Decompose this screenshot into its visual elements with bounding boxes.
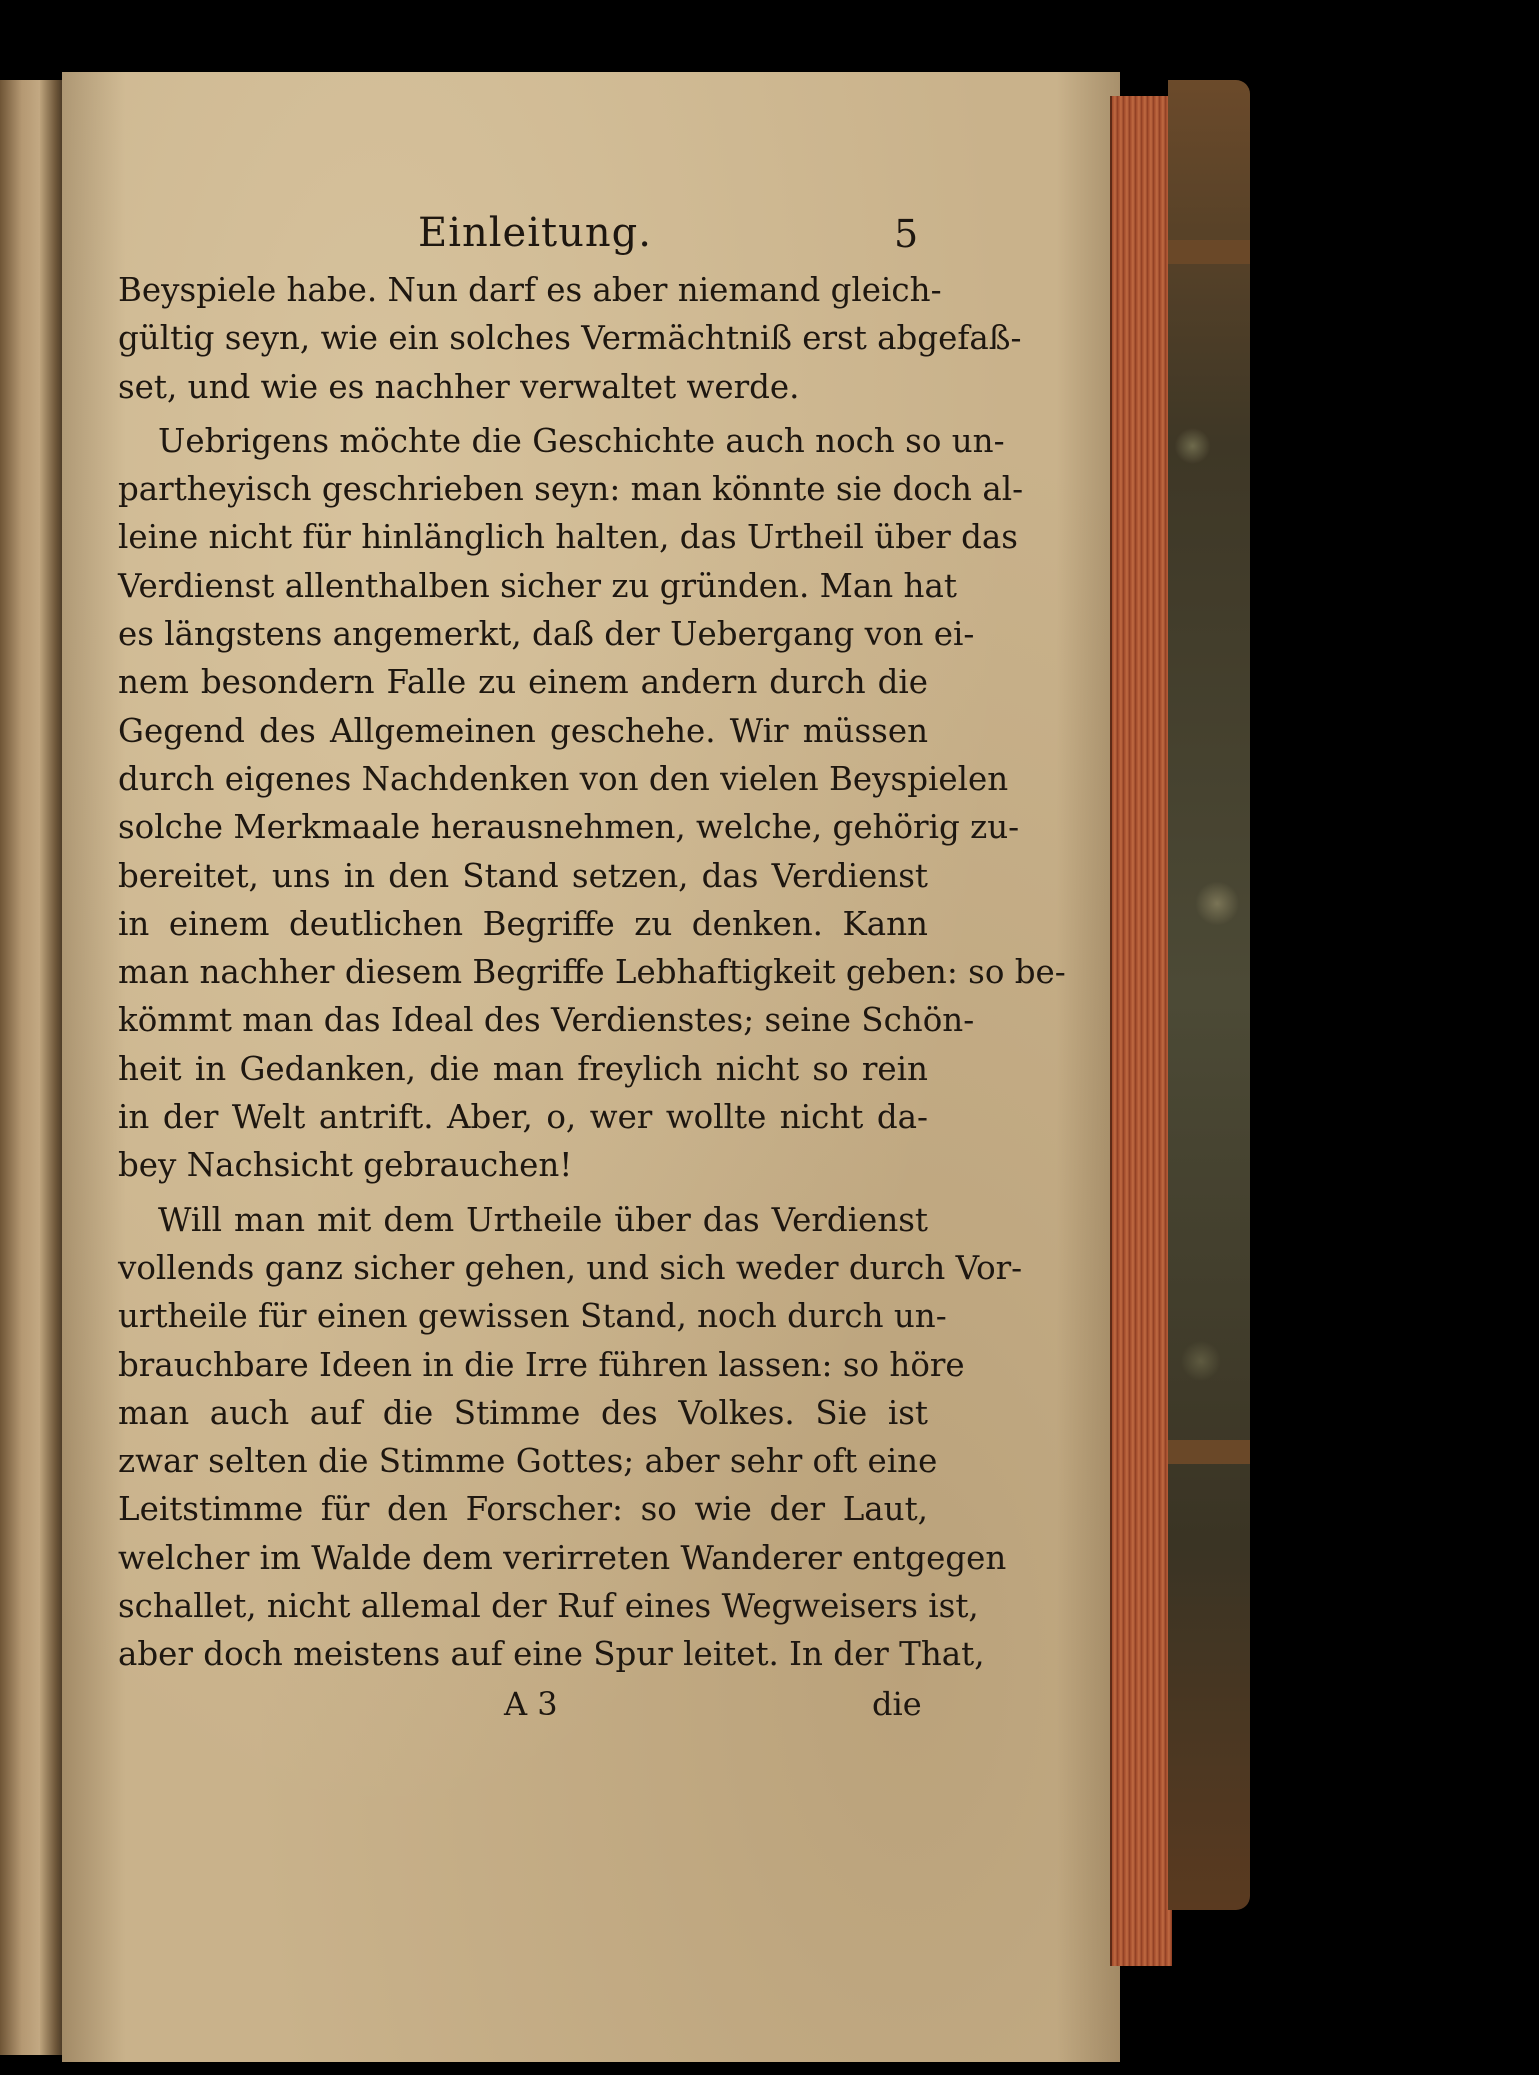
text-line: bereitet, uns in den Stand setzen, das Verdienst: [118, 856, 928, 895]
text-line: Verdienst allenthalben sicher zu gründen. Man hat: [118, 566, 957, 605]
text-line: durch eigenes Nachdenken von den vielen Beyspielen: [118, 759, 1009, 798]
text-line: es längstens angemerkt, daß der Uebergang von ei-: [118, 615, 975, 654]
text-line: welcher im Walde dem verirreten Wanderer entgegen: [118, 1538, 1007, 1577]
paragraph-2: [118, 417, 1066, 1190]
text-line: Leitstimme für den Forscher: so wie der Laut,: [118, 1490, 928, 1529]
text-line: man nachher diesem Begriffe Lebhaftigkeit geben: so be-: [118, 953, 1066, 992]
spine-band: [1168, 1440, 1250, 1464]
page-number: 5: [894, 212, 919, 256]
running-title: Einleitung.: [418, 210, 652, 256]
text-line: Will man mit dem Urtheile über das Verdienst: [158, 1200, 928, 1239]
text-line: solche Merkmaale herausnehmen, welche, gehörig zu-: [118, 808, 1020, 847]
page-text-block: [118, 200, 1066, 1733]
text-line: schallet, nicht allemal der Ruf eines Wegweisers ist,: [118, 1587, 979, 1626]
page-block-edge: [1110, 96, 1172, 1966]
text-line: urtheile für einen gewissen Stand, noch durch un-: [118, 1297, 947, 1336]
paragraph-1: [118, 266, 1022, 411]
text-line: heit in Gedanken, die man freylich nicht so rein: [118, 1049, 928, 1088]
text-line: bey Nachsicht gebrauchen!: [118, 1146, 573, 1185]
spine-band: [1168, 240, 1250, 264]
text-line: Gegend des Allgemeinen geschehe. Wir müssen: [118, 711, 928, 750]
book-cover-spine: [1168, 80, 1250, 1910]
text-line: in der Welt antrift. Aber, o, wer wollte nicht da-: [118, 1098, 928, 1137]
catchword: die: [872, 1684, 922, 1723]
paragraph-3: [118, 1196, 1023, 1679]
text-line: man auch auf die Stimme des Volkes. Sie ist: [118, 1393, 928, 1432]
signature-mark: A 3: [504, 1684, 558, 1723]
text-line: kömmt man das Ideal des Verdienstes; seine Schön-: [118, 1001, 975, 1040]
page-footer: [118, 1683, 928, 1733]
text-line: zwar selten die Stimme Gottes; aber sehr oft eine: [118, 1442, 938, 1481]
text-line: Uebrigens möchte die Geschichte auch noch so un-: [158, 421, 1005, 460]
text-line: in einem deutlichen Begriffe zu denken. Kann: [118, 904, 928, 943]
text-line: brauchbare Ideen in die Irre führen lassen: so höre: [118, 1345, 965, 1384]
text-line: gültig seyn, wie ein solches Vermächtniß erst abgefaß-: [118, 319, 1022, 358]
text-line: nem besondern Falle zu einem andern durch die: [118, 663, 928, 702]
text-line: aber doch meistens auf eine Spur leitet. In der That,: [118, 1635, 985, 1674]
running-head: [118, 200, 928, 266]
text-line: set, und wie es nachher verwaltet werde.: [118, 367, 800, 406]
text-line: partheyisch geschrieben seyn: man könnte sie doch al-: [118, 470, 1024, 509]
text-line: leine nicht für hinlänglich halten, das Urtheil über das: [118, 518, 1018, 557]
text-line: vollends ganz sicher gehen, und sich weder durch Vor-: [118, 1248, 1023, 1287]
text-line: Beyspiele habe. Nun darf es aber niemand gleich-: [118, 271, 942, 309]
